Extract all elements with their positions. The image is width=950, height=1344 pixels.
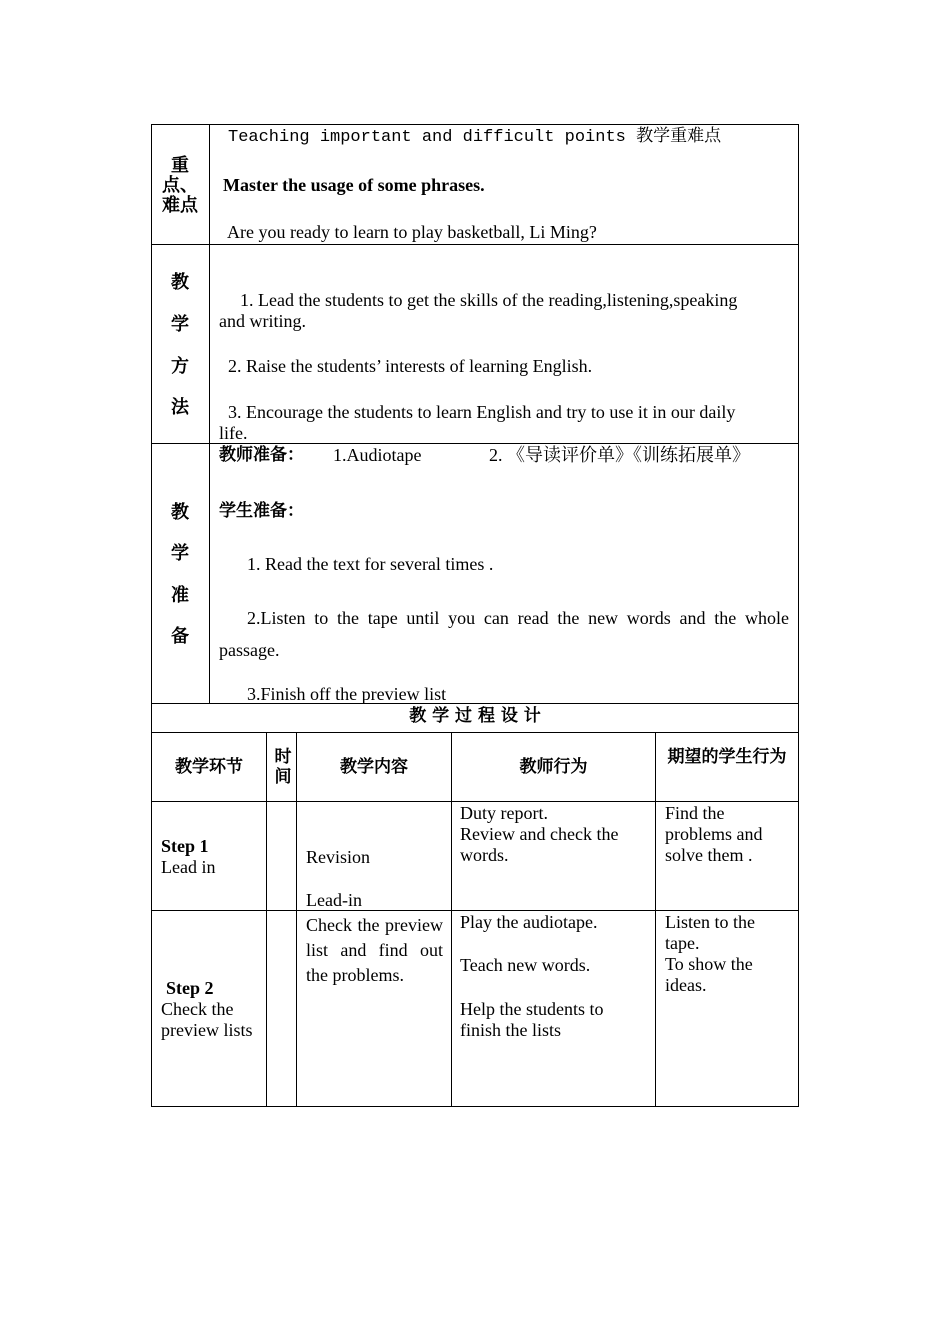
step1-teacher-3: words. xyxy=(460,845,509,865)
header-step: 教学环节 xyxy=(175,757,243,777)
header-teacher: 教师行为 xyxy=(519,757,588,777)
methods-item-1b: and writing. xyxy=(219,311,306,331)
step1-number: Step 1 xyxy=(161,836,209,856)
step2-teacher-4: finish the lists xyxy=(460,1020,562,1040)
step2-student-3: To show the xyxy=(665,954,753,974)
step2-student-4: ideas. xyxy=(665,975,707,995)
step1-content-1: Revision xyxy=(306,847,371,867)
student-prep-item-1: 1. Read the text for several times . xyxy=(247,554,494,574)
methods-side-char-2: 学 xyxy=(171,314,189,335)
student-prep-item-2a: 2.Listen to the tape until you can read the new words and the whole xyxy=(247,608,789,628)
keypoints-side-label: 重点、难点 xyxy=(162,155,198,216)
process-title: 教 学 过 程 设 计 xyxy=(409,706,541,726)
header-content: 教学内容 xyxy=(340,757,408,777)
step2-student-1: Listen to the xyxy=(665,912,755,932)
header-time: 时间 xyxy=(274,747,292,787)
keypoints-line-2: Are you ready to learn to play basketball, Li Ming? xyxy=(227,222,597,242)
step2-content: Check the preview list and find out the problems. xyxy=(306,915,443,985)
step2-student-2: tape. xyxy=(665,933,700,953)
step1-student-2: problems and xyxy=(665,824,763,844)
step2-teacher-2: Teach new words. xyxy=(460,955,591,975)
methods-side-char-3: 方 xyxy=(171,356,189,377)
step1-teacher-1: Duty report. xyxy=(460,803,548,823)
student-prep-item-3: 3.Finish off the preview list xyxy=(247,684,447,704)
step2-number: Step 2 xyxy=(166,978,214,998)
step1-student-3: solve them . xyxy=(665,845,753,865)
methods-item-1a: 1. Lead the students to get the skills of the reading,listening,speaking xyxy=(240,290,738,310)
methods-side-char-4: 法 xyxy=(171,397,189,418)
methods-item-3b: life. xyxy=(219,423,248,443)
step2-teacher-1: Play the audiotape. xyxy=(460,912,598,932)
step2-name-1: Check the xyxy=(161,999,234,1019)
step1-content-2: Lead-in xyxy=(306,890,362,910)
prep-side-char-2: 学 xyxy=(171,543,189,564)
step1-teacher-2: Review and check the xyxy=(460,824,619,844)
step1-name: Lead in xyxy=(161,857,216,877)
methods-item-2: 2. Raise the students’ interests of learning English. xyxy=(228,356,593,376)
methods-side-char-1: 教 xyxy=(171,272,189,293)
prep-side-char-1: 教 xyxy=(171,502,189,523)
teacher-prep-label: 教师准备： xyxy=(219,445,304,465)
methods-item-3a: 3. Encourage the students to learn English and try to use it in our daily xyxy=(228,402,736,422)
header-student: 期望的学生行为 xyxy=(667,747,787,767)
step2-teacher-3: Help the students to xyxy=(460,999,604,1019)
student-prep-label: 学生准备： xyxy=(219,501,304,521)
teacher-prep-item-1: 1.Audiotape xyxy=(333,445,422,465)
keypoints-line-1: Master the usage of some phrases. xyxy=(223,175,485,195)
student-prep-item-2b: passage. xyxy=(219,640,280,660)
prep-side-char-3: 准 xyxy=(171,585,189,606)
step2-name-2: preview lists xyxy=(161,1020,253,1040)
step1-student-1: Find the xyxy=(665,803,725,823)
keypoints-heading: Teaching important and difficult points 教学重难点 xyxy=(228,128,722,147)
teacher-prep-item-2: 2. 《导读评价单》《训练拓展单》 xyxy=(489,445,750,465)
prep-side-char-4: 备 xyxy=(171,626,189,647)
